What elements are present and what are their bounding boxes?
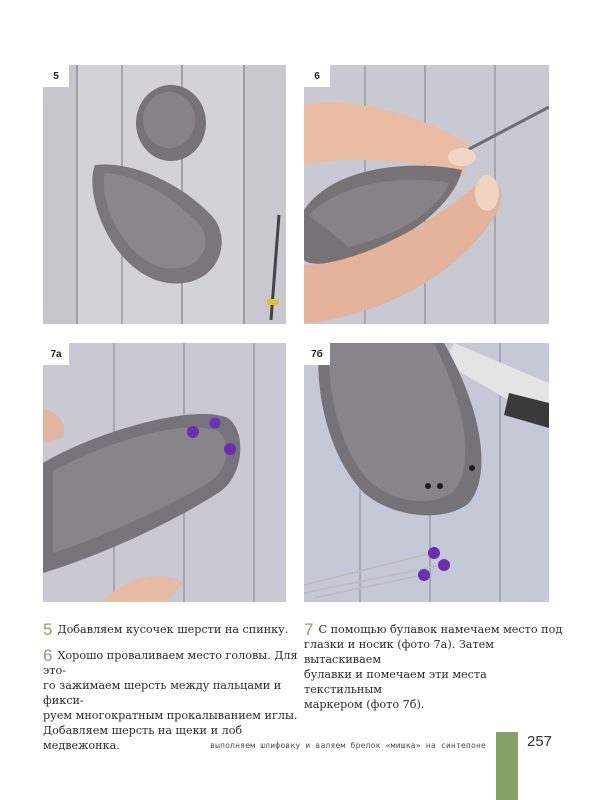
page-number: 257	[527, 733, 553, 750]
step-number-7: 7	[304, 620, 314, 639]
photo-7b-image	[304, 343, 549, 602]
photo-7a-label: 7а	[43, 343, 69, 365]
step-number-6: 6	[43, 646, 53, 665]
caption-6-line-4: Добавляем шерсть на щеки и лоб медвежонка.	[43, 724, 243, 752]
photo-step-7a	[43, 343, 286, 602]
photo-step-6	[304, 65, 549, 324]
caption-step-7	[304, 622, 566, 712]
photo-7b-label: 7б	[304, 343, 330, 365]
photo-step-7b	[304, 343, 549, 602]
step-number-5: 5	[43, 620, 53, 639]
photo-6-image	[304, 65, 549, 324]
caption-7-line-4: маркером (фото 7б).	[304, 698, 425, 711]
caption-6-line-1: Хорошо проваливаем место головы. Для это-	[43, 649, 298, 677]
photo-step-5	[43, 65, 286, 324]
chapter-title: выполняем шлифовку и валяем брелок «мишка» на синтепоне	[210, 741, 486, 750]
caption-7-line-3: булавки и помечаем эти места текстильным	[304, 668, 487, 696]
caption-7-line-1: С помощью булавок намечаем место под	[318, 623, 563, 636]
photo-5-label: 5	[43, 65, 69, 87]
caption-step-6	[43, 648, 305, 753]
photo-7a-image	[43, 343, 286, 602]
photo-5-image	[43, 65, 286, 324]
page-tab	[496, 732, 518, 800]
caption-6-line-2: го зажимаем шерсть между пальцами и фикси-	[43, 679, 282, 707]
caption-5-text: Добавляем кусочек шерсти на спинку.	[57, 623, 289, 636]
photo-6-label: 6	[304, 65, 330, 87]
caption-6-line-3: руем многократным прокалыванием иглы.	[43, 709, 298, 722]
caption-7-line-2: глазки и носик (фото 7а). Затем вытаскиваем	[304, 638, 494, 666]
caption-step-5	[43, 622, 293, 637]
